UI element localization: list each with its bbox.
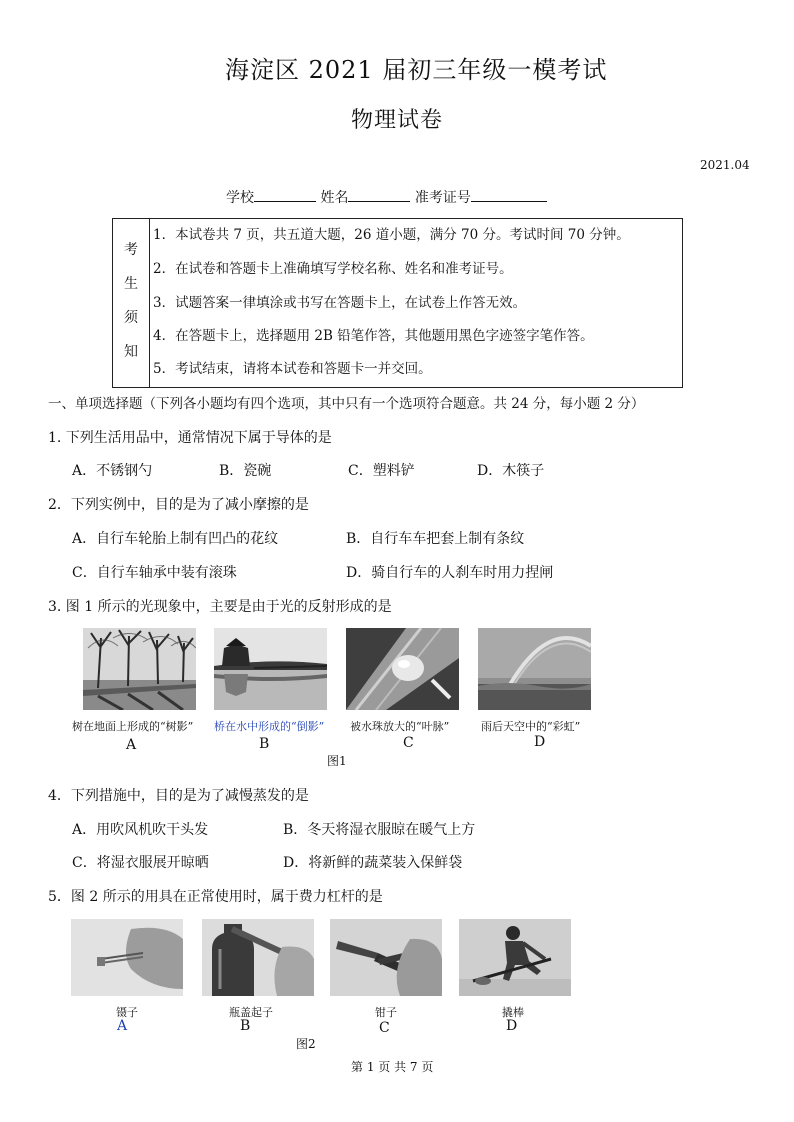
info-line xyxy=(226,187,547,207)
q1-option-a[interactable]: A．不锈钢勺 xyxy=(72,463,153,479)
school-label: 学校 xyxy=(226,190,254,206)
crowbar-photo xyxy=(459,919,571,996)
caption-d: 雨后天空中的“彩虹” xyxy=(481,720,581,733)
notice-side-label xyxy=(113,219,150,387)
question-4-stem: 4．下列措施中，目的是为了减慢蒸发的是 xyxy=(48,788,309,804)
q2-option-c[interactable]: C．自行车轴承中装有滚珠 xyxy=(72,565,237,581)
notice-item: 1．本试卷共 7 页，共五道大题，26 道小题，满分 70 分。考试时间 70 分钟。 xyxy=(153,227,630,243)
q2-option-a[interactable]: A．自行车轮胎上制有凹凸的花纹 xyxy=(72,531,279,547)
figure-1-label: 图1 xyxy=(327,754,347,768)
school-blank[interactable] xyxy=(254,189,316,202)
q3-option-c[interactable]: C xyxy=(403,735,414,751)
notice-item: 3．试题答案一律填涂或书写在答题卡上，在试卷上作答无效。 xyxy=(153,295,527,311)
q3-option-a[interactable]: A xyxy=(126,737,137,753)
caption-c: 被水珠放大的“叶脉” xyxy=(350,720,450,733)
q5-option-b[interactable]: B xyxy=(240,1018,251,1034)
water-drop-photo xyxy=(346,628,459,710)
notice-side-char: 须 xyxy=(124,310,138,326)
q2-option-d[interactable]: D．骑自行车的人刹车时用力捏闸 xyxy=(346,565,554,581)
notice-item: 4．在答题卡上，选择题用 2B 铅笔作答，其他题用黑色字迹签字笔作答。 xyxy=(153,328,594,344)
question-5-stem: 5．图 2 所示的用具在正常使用时，属于费力杠杆的是 xyxy=(48,889,383,905)
section-heading: 一、单项选择题（下列各小题均有四个选项，其中只有一个选项符合题意。共 24 分，每小题 2 分） xyxy=(48,396,645,412)
notice-box xyxy=(112,218,683,388)
exam-date: 2021.04 xyxy=(700,158,750,172)
q1-option-b[interactable]: B．瓷碗 xyxy=(219,463,272,479)
q4-option-d[interactable]: D．将新鲜的蔬菜装入保鲜袋 xyxy=(283,855,463,871)
q3-option-d[interactable]: D xyxy=(534,734,546,750)
rainbow-photo xyxy=(478,628,591,710)
q1-option-c[interactable]: C．塑料铲 xyxy=(348,463,415,479)
q1-option-d[interactable]: D．木筷子 xyxy=(477,463,545,479)
exam-id-label: 准考证号 xyxy=(414,190,471,206)
caption-tweezers: 镊子 xyxy=(116,1006,138,1019)
q5-option-c[interactable]: C xyxy=(379,1020,390,1036)
question-3-stem: 3. 图 1 所示的光现象中，主要是由于光的反射形成的是 xyxy=(48,599,392,615)
question-2-stem: 2．下列实例中，目的是为了减小摩擦的是 xyxy=(48,497,309,513)
caption-crowbar: 撬棒 xyxy=(502,1006,524,1019)
notice-side-char: 生 xyxy=(124,276,138,292)
name-label: 姓名 xyxy=(320,190,349,206)
q4-option-c[interactable]: C．将湿衣服展开晾晒 xyxy=(72,855,209,871)
q5-option-d[interactable]: D xyxy=(506,1018,518,1034)
q5-option-a[interactable]: A xyxy=(117,1018,128,1034)
page-number: 第 1 页 共 7 页 xyxy=(351,1060,434,1074)
caption-bottle-opener: 瓶盖起子 xyxy=(229,1006,273,1019)
q3-option-b[interactable]: B xyxy=(259,736,270,752)
exam-title: 海淀区 2021 届初三年级一模考试 xyxy=(225,56,608,84)
pliers-photo xyxy=(330,919,442,996)
caption-b: 桥在水中形成的“倒影” xyxy=(214,720,325,733)
notice-item: 5．考试结束，请将本试卷和答题卡一并交回。 xyxy=(153,361,432,377)
tree-shadow-photo xyxy=(83,628,196,710)
q4-option-a[interactable]: A．用吹风机吹干头发 xyxy=(72,822,209,838)
caption-pliers: 钳子 xyxy=(375,1006,397,1019)
tweezers-photo xyxy=(71,919,183,996)
notice-side-char: 知 xyxy=(124,344,138,360)
notice-item: 2．在试卷和答题卡上准确填写学校名称、姓名和准考证号。 xyxy=(153,261,513,277)
bridge-reflection-photo xyxy=(214,628,327,710)
exam-subtitle: 物理试卷 xyxy=(351,108,444,133)
bottle-opener-photo xyxy=(202,919,314,996)
q2-option-b[interactable]: B．自行车车把套上制有条纹 xyxy=(346,531,525,547)
q4-option-b[interactable]: B．冬天将湿衣服晾在暖气上方 xyxy=(283,822,476,838)
caption-a: 树在地面上形成的“树影” xyxy=(72,720,194,733)
exam-id-blank[interactable] xyxy=(471,189,547,202)
name-blank[interactable] xyxy=(348,189,410,202)
question-1-stem: 1. 下列生活用品中，通常情况下属于导体的是 xyxy=(48,430,332,446)
notice-side-char: 考 xyxy=(124,242,138,258)
figure-2-label: 图2 xyxy=(296,1037,316,1051)
